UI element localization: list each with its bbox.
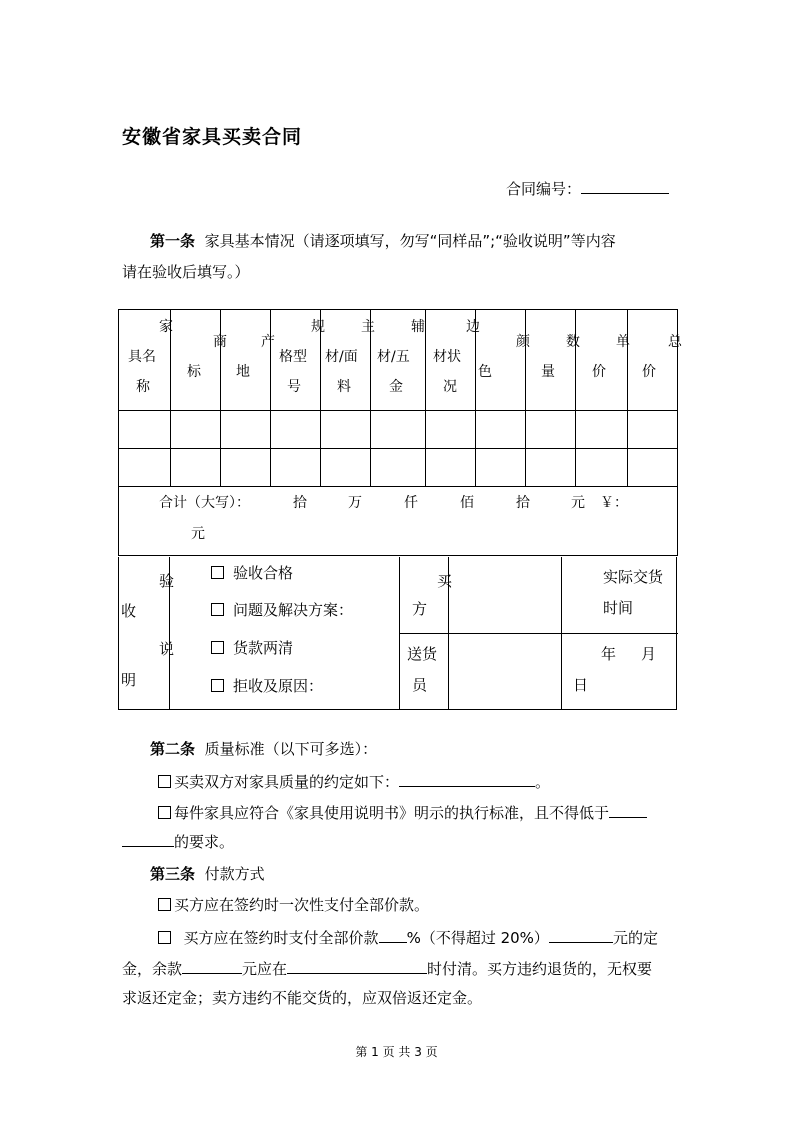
option-accepted[interactable]: 验收合格 bbox=[211, 563, 293, 583]
standard-blank-cont[interactable] bbox=[122, 830, 174, 847]
table-cell[interactable] bbox=[476, 449, 526, 487]
header-quantity: 数 量 bbox=[526, 310, 576, 411]
checkbox-icon[interactable] bbox=[211, 603, 224, 616]
option-rejected[interactable]: 拒收及原因： bbox=[211, 676, 323, 696]
date-month: 月 bbox=[641, 645, 657, 663]
table-cell[interactable] bbox=[321, 449, 371, 487]
table-cell[interactable] bbox=[476, 411, 526, 449]
divider bbox=[399, 633, 678, 634]
table-cell[interactable] bbox=[576, 449, 628, 487]
payment-time-blank[interactable] bbox=[287, 957, 427, 974]
table-cell[interactable] bbox=[271, 449, 321, 487]
deposit-amount-blank[interactable] bbox=[549, 926, 613, 943]
actual-delivery-time-label: 实际交货 bbox=[603, 568, 664, 586]
article3-heading: 第三条 bbox=[150, 865, 196, 883]
header-main-material: 主 材/面 料 bbox=[321, 310, 371, 411]
article2-option1: 买卖双方对家具质量的约定如下： 。 bbox=[158, 770, 550, 792]
article1-text: 家具基本情况（请逐项填写，勿写“同样品”;“验收说明”等内容 bbox=[204, 232, 616, 250]
actual-delivery-time-label: 时间 bbox=[603, 599, 634, 617]
checkbox-icon[interactable] bbox=[158, 931, 171, 944]
unit-yuan: 元 bbox=[571, 495, 585, 511]
table-cell[interactable] bbox=[526, 449, 576, 487]
deposit-percent-blank[interactable] bbox=[379, 926, 407, 943]
balance-amount-blank[interactable] bbox=[182, 957, 242, 974]
delivery-person-label: 员 bbox=[412, 676, 428, 694]
unit-wan: 万 bbox=[348, 495, 362, 511]
table-cell[interactable] bbox=[426, 411, 476, 449]
page-footer: 第 1 页 共 3 页 bbox=[355, 1045, 438, 1059]
unit-shi-wan: 拾 bbox=[293, 495, 307, 511]
article1-line1 bbox=[150, 231, 616, 251]
article2-option2-cont: 的要求。 bbox=[122, 830, 234, 852]
table-cell[interactable] bbox=[221, 411, 271, 449]
header-unit-price: 单 价 bbox=[576, 310, 628, 411]
unit-qian: 仟 bbox=[404, 495, 418, 511]
table-cell[interactable] bbox=[371, 411, 426, 449]
checkbox-icon[interactable] bbox=[158, 775, 171, 788]
article3-option2: 买方应在签约时支付全部价款 %（不得超过 20%） 元的定 bbox=[158, 926, 658, 948]
header-furniture-name: 家 具名 称 bbox=[119, 310, 171, 411]
contract-number bbox=[506, 177, 669, 199]
header-origin: 产 地 bbox=[221, 310, 271, 411]
table-cell[interactable] bbox=[221, 449, 271, 487]
article2-option2: 每件家具应符合《家具使用说明书》明示的执行标准，且不得低于 bbox=[158, 801, 647, 823]
header-edge-condition: 边 材状 况 bbox=[426, 310, 476, 411]
buyer-label: 买 bbox=[437, 572, 453, 590]
accept-label-char: 说 bbox=[159, 640, 175, 658]
table-cell[interactable] bbox=[628, 449, 678, 487]
header-color: 颜 色 bbox=[476, 310, 526, 411]
table-cell[interactable] bbox=[371, 449, 426, 487]
total-cell bbox=[119, 487, 678, 556]
option-problem-solution[interactable]: 问题及解决方案： bbox=[211, 600, 353, 620]
contract-number-blank[interactable] bbox=[581, 177, 669, 194]
checkbox-icon[interactable] bbox=[158, 806, 171, 819]
header-spec-model: 规 格型 号 bbox=[271, 310, 321, 411]
article3-text: 付款方式 bbox=[204, 865, 265, 883]
table-cell[interactable] bbox=[426, 449, 476, 487]
buyer-label: 方 bbox=[412, 600, 428, 618]
accept-label-char: 验 bbox=[159, 572, 175, 590]
total-yuan: 元 bbox=[191, 526, 205, 542]
table-cell[interactable] bbox=[628, 411, 678, 449]
header-total-price: 总 价 bbox=[628, 310, 678, 411]
total-row bbox=[119, 487, 678, 556]
table-row bbox=[119, 449, 678, 487]
checkbox-icon[interactable] bbox=[211, 641, 224, 654]
article2-heading: 第二条 bbox=[150, 740, 196, 758]
checkbox-icon[interactable] bbox=[211, 679, 224, 692]
checkbox-icon[interactable] bbox=[211, 566, 224, 579]
article3-option2-cont: 金，余款 元应在 时付清。买方违约退货的，无权要 bbox=[122, 957, 652, 979]
header-aux-material: 辅 材/五 金 bbox=[371, 310, 426, 411]
article2-text: 质量标准（以下可多选）： bbox=[204, 740, 378, 758]
checkbox-icon[interactable] bbox=[158, 898, 171, 911]
document-title: 安徽省家具买卖合同 bbox=[122, 126, 303, 148]
table-cell[interactable] bbox=[119, 411, 171, 449]
unit-shi: 拾 bbox=[516, 495, 530, 511]
article3-line bbox=[150, 864, 265, 884]
total-label: 合计（大写）： bbox=[159, 495, 250, 511]
table-cell[interactable] bbox=[171, 411, 221, 449]
table-cell[interactable] bbox=[119, 449, 171, 487]
article2-line bbox=[150, 739, 377, 759]
contract-number-label: 合同编号： bbox=[506, 180, 582, 198]
date-day: 日 bbox=[573, 676, 589, 694]
acceptance-section bbox=[118, 557, 677, 710]
table-cell[interactable] bbox=[321, 411, 371, 449]
accept-label-char: 明 bbox=[121, 671, 137, 689]
table-cell[interactable] bbox=[576, 411, 628, 449]
header-brand: 商 标 bbox=[171, 310, 221, 411]
goods-table bbox=[118, 309, 682, 556]
table-header-row bbox=[119, 310, 678, 411]
standard-blank[interactable] bbox=[609, 801, 647, 818]
table-cell[interactable] bbox=[171, 449, 221, 487]
table-cell[interactable] bbox=[271, 411, 321, 449]
yen-symbol: ￥： bbox=[600, 495, 628, 511]
quality-agreement-blank[interactable] bbox=[399, 770, 535, 787]
accept-label-char: 收 bbox=[121, 602, 137, 620]
article1-line2: 请在验收后填写。） bbox=[122, 263, 250, 281]
option-paid-in-full[interactable]: 货款两清 bbox=[211, 638, 293, 658]
table-row bbox=[119, 411, 678, 449]
date-year: 年 bbox=[601, 645, 617, 663]
article3-option1: 买方应在签约时一次性支付全部价款。 bbox=[158, 895, 429, 915]
unit-bai: 佰 bbox=[460, 495, 474, 511]
article1-heading: 第一条 bbox=[150, 232, 196, 250]
table-cell[interactable] bbox=[526, 411, 576, 449]
delivery-person-label: 送货 bbox=[407, 645, 438, 663]
article3-option2-cont2: 求返还定金；卖方违约不能交货的，应双倍返还定金。 bbox=[122, 989, 483, 1007]
